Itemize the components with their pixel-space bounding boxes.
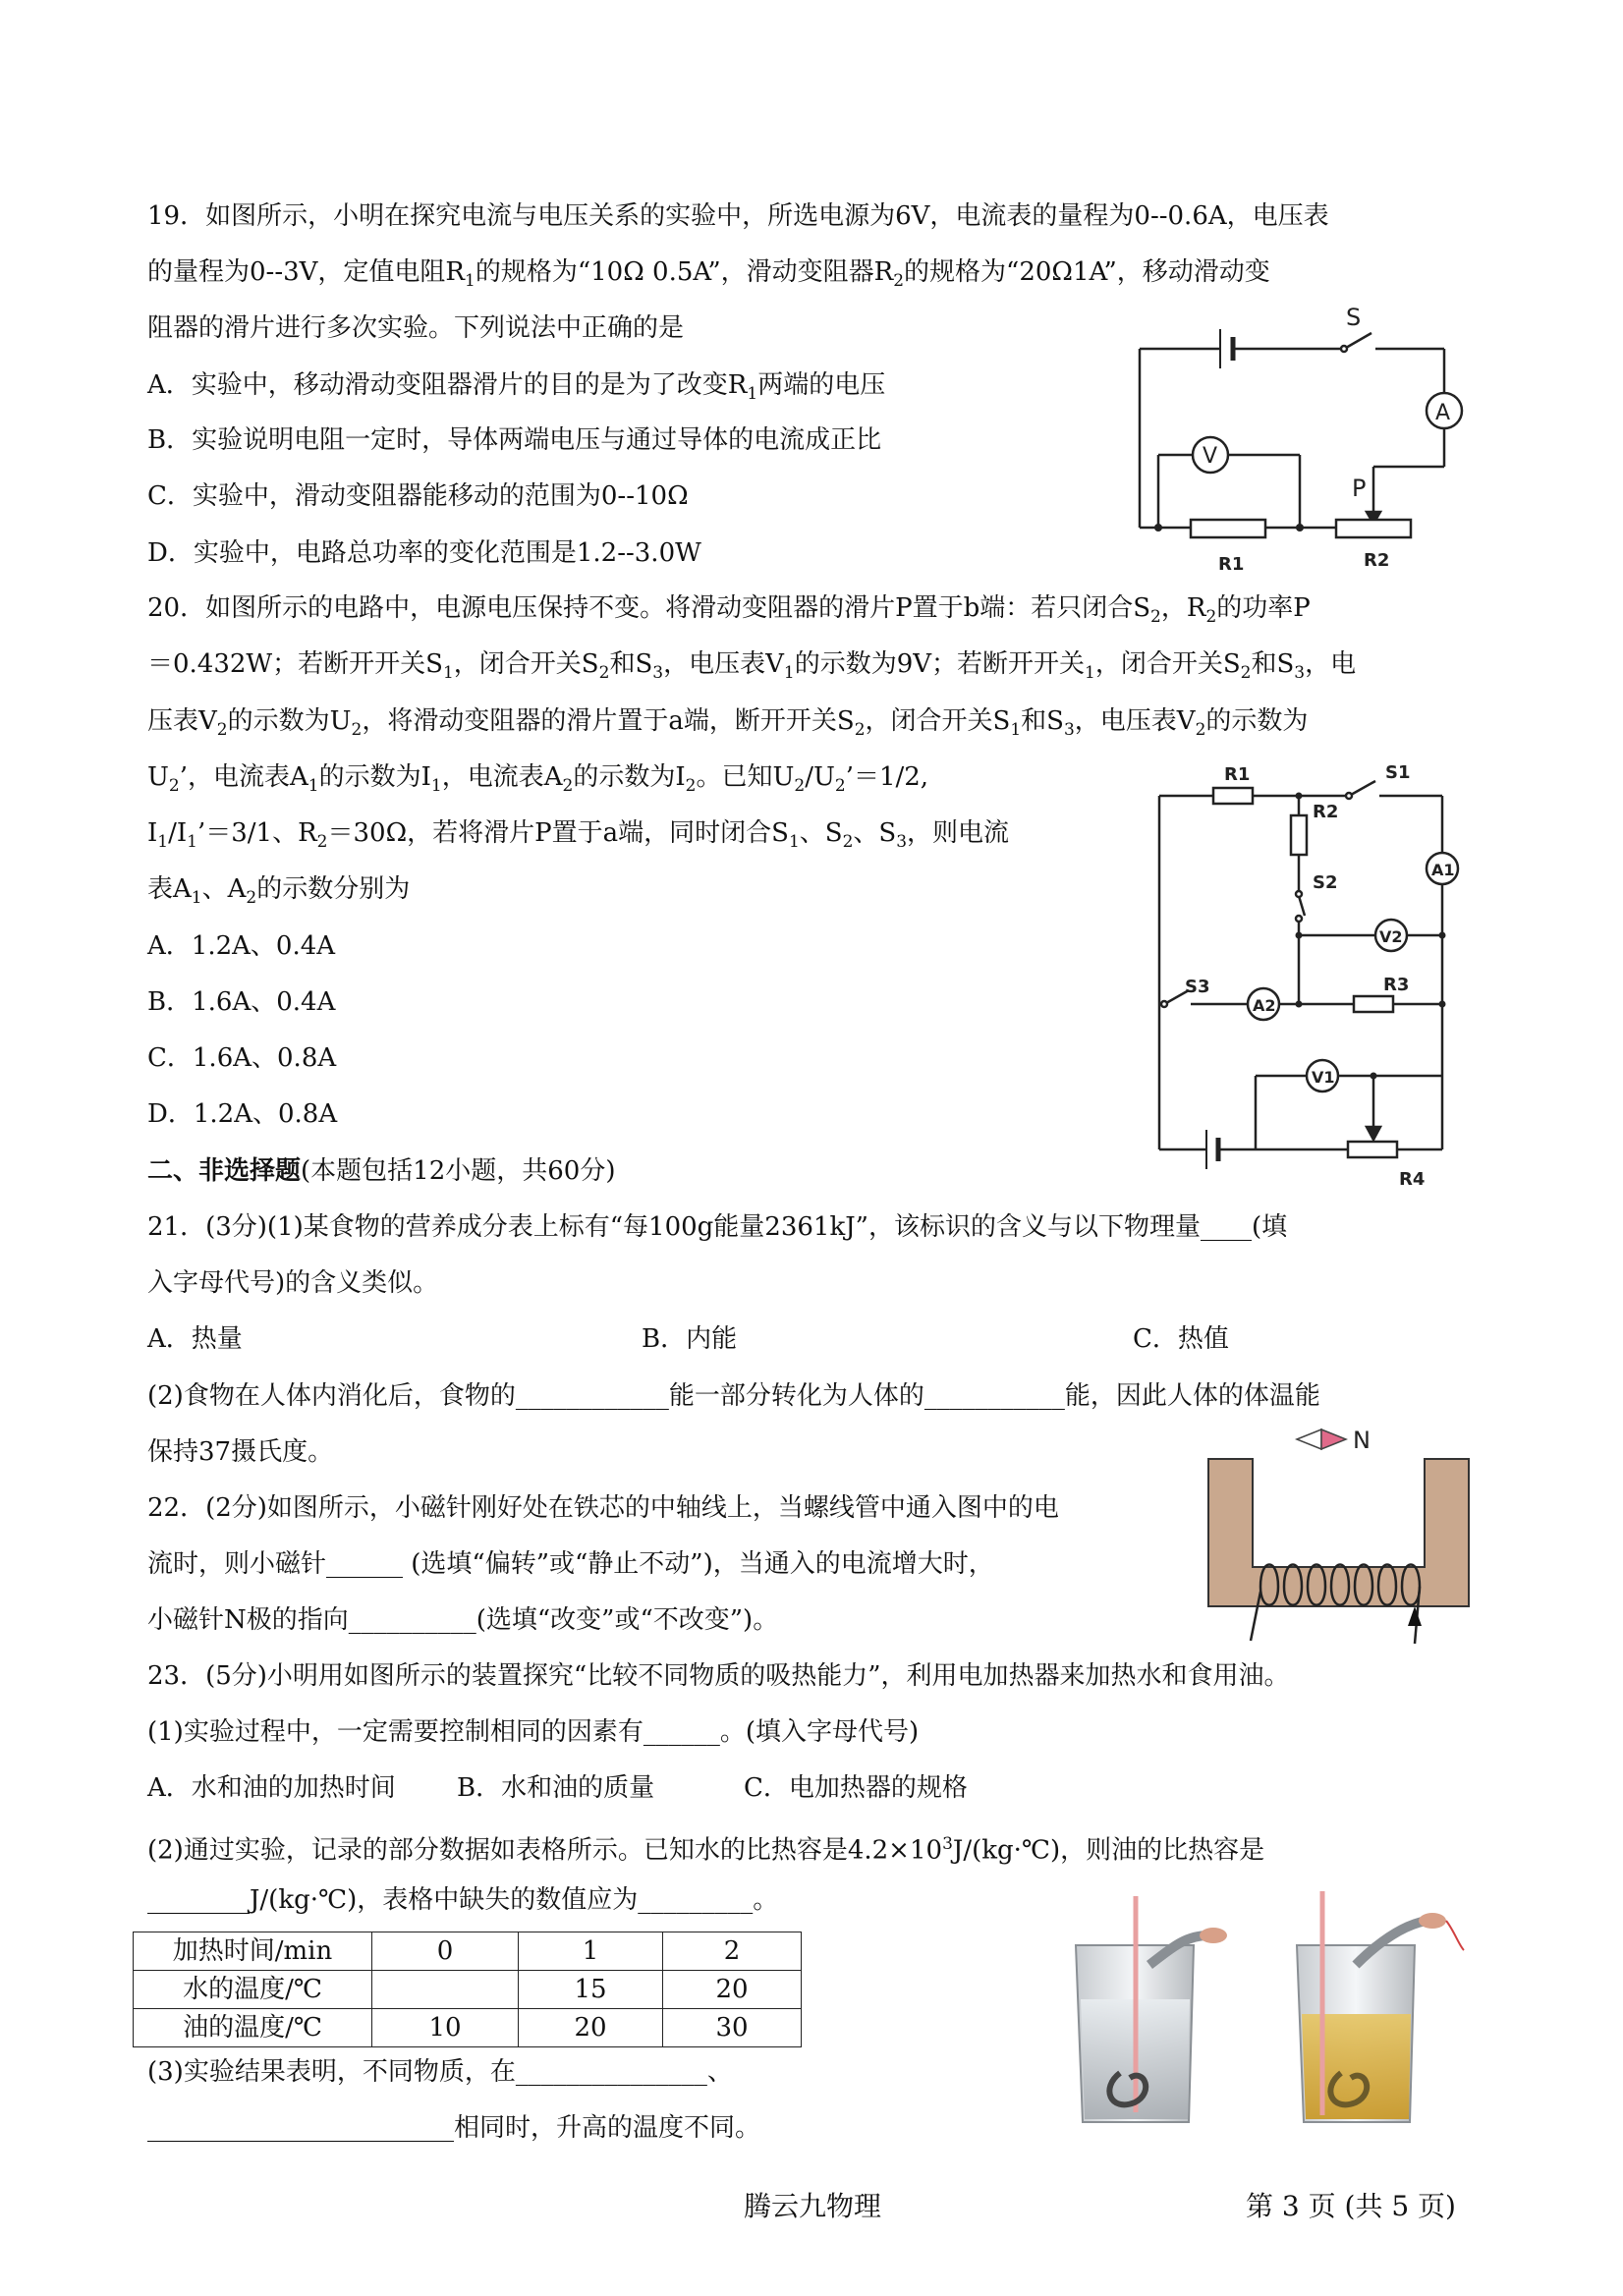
q21-option-c: C．热值 (1133, 1324, 1229, 1354)
ammeter-a-label: A (1435, 401, 1451, 425)
q22-line-3: 小磁针N极的指向__________(选填“改变”或“不改变”)。 (147, 1605, 779, 1635)
r4-label: R4 (1399, 1169, 1426, 1189)
q21-line-3: (2)食物在人体内消化后，食物的____________能一部分转化为人体的___________能，因此人体的体温能 (147, 1381, 1320, 1411)
q19-option-a: A．实验中，移动滑动变阻器滑片的目的是为了改变$R_1$两端的电压 (147, 370, 886, 405)
switch-s-label: S (1346, 304, 1362, 331)
s1-label: S1 (1385, 762, 1411, 783)
compass-needle (1297, 1429, 1346, 1449)
q19-option-d: D．实验中，电路总功率的变化范围是1.2--3.0W (147, 538, 701, 568)
table-cell: 水的温度/℃ (134, 1971, 372, 2009)
table-cell: 油的温度/℃ (134, 2009, 372, 2047)
r2-label: R2 (1313, 802, 1339, 822)
q20-option-d: D．1.2A、0.8A (147, 1099, 338, 1129)
table-cell: 1 (519, 1932, 663, 1971)
table-cell: 15 (519, 1971, 663, 2009)
q23-data-table (133, 1932, 802, 2047)
q20-option-b: B．1.6A、0.4A (147, 987, 336, 1017)
q19-line-3: 阻器的滑片进行多次实验。下列说法中正确的是 (147, 313, 685, 343)
q23-option-c: C．电加热器的规格 (744, 1773, 968, 1803)
q19-circuit-diagram (1130, 300, 1483, 585)
footer-subject: 腾云九物理 (744, 2190, 882, 2222)
table-cell (372, 1971, 519, 2009)
oil-beaker (1297, 1891, 1464, 2122)
q22-line-2: 流时，则小磁针______ (选填“偏转”或“静止不动”)，当通入的电流增大时， (147, 1549, 994, 1579)
q23-beakers-figure (1061, 1891, 1493, 2137)
table-row (134, 1971, 802, 2009)
q19-line-1: 19．如图所示，小明在探究电流与电压关系的实验中，所选电源为6V，电流表的量程为0--0.6A，电压表 (147, 201, 1329, 231)
q21-line-1: 21．(3分)(1)某食物的营养成分表上标有“每100g能量2361kJ”，该标识的含义与以下物理量____(填 (147, 1212, 1288, 1242)
table-cell: 20 (519, 2009, 663, 2047)
a2-label: A2 (1253, 996, 1276, 1015)
q23-line-1: 23．(5分)小明用如图所示的装置探究“比较不同物质的吸热能力”，利用电加热器来加热水和食用油。 (147, 1661, 1290, 1691)
footer-page-number: 第 3 页 (共 5 页) (1246, 2190, 1456, 2222)
table-cell: 30 (663, 2009, 802, 2047)
q20-circuit-diagram (1140, 756, 1474, 1189)
q20-line-5: $I_1/I_1’=3/1$、$R_2=30\Omega$，若将滑片P置于a端，同时闭合$S_1$、$S_2$、$S_3$，则电流 (147, 818, 1010, 853)
table-header-row (134, 1932, 802, 1971)
section-2-heading: 二、非选择题(本题包括12小题，共60分) (147, 1156, 616, 1186)
q21-line-4: 保持37摄氏度。 (147, 1437, 334, 1467)
q19-line-2: 的量程为0--3V，定值电阻$R_1$的规格为“10Ω 0.5A”，滑动变阻器$R_2$的规格为“20Ω1A”，移动滑动变 (147, 257, 1270, 292)
q19-option-c: C．实验中，滑动变阻器能移动的范围为0--10Ω (147, 481, 689, 511)
q23-line-6: ________________________相同时，升高的温度不同。 (147, 2113, 761, 2143)
s3-label: S3 (1185, 977, 1210, 997)
resistor-r1-label: R1 (1218, 554, 1245, 575)
q20-line-1: 20．如图所示的电路中，电源电压保持不变。将滑动变阻器的滑片P置于b端：若只闭合$S_2$，$R_2$的功率P (147, 593, 1311, 628)
q20-option-c: C．1.6A、0.8A (147, 1043, 337, 1073)
v1-label: V1 (1312, 1068, 1335, 1087)
q20-line-2: ＝0.432W；若断开开关$S_1$，闭合开关$S_2$和$S_3$，电压表$V_1$的示数为9V；若断开开关$_1$，闭合开关$S_2$和$S_3$，电 (147, 649, 1357, 684)
q21-line-2: 入字母代号)的含义类似。 (147, 1268, 439, 1298)
r3-label: R3 (1383, 975, 1410, 995)
table-cell: 2 (663, 1932, 802, 1971)
q20-line-3: 压表$V_2$的示数为$U_2$，将滑动变阻器的滑片置于a端，断开开关$S_2$，闭合开关$S_1$和$S_3$，电压表$V_2$的示数为 (147, 706, 1309, 741)
q22-line-1: 22．(2分)如图所示，小磁针刚好处在铁芯的中轴线上，当螺线管中通入图中的电 (147, 1493, 1059, 1523)
table-cell: 10 (372, 2009, 519, 2047)
q20-line-6: 表$A_1$、$A_2$的示数分别为 (147, 874, 411, 909)
q22-solenoid-figure (1203, 1420, 1483, 1655)
q21-option-a: A．热量 (147, 1324, 243, 1354)
q23-line-2: (1)实验过程中，一定需要控制相同的因素有______。(填入字母代号) (147, 1717, 920, 1747)
table-cell: 加热时间/min (134, 1932, 372, 1971)
resistor-r2-label: R2 (1364, 550, 1390, 571)
v2-label: V2 (1379, 927, 1403, 946)
table-row (134, 2009, 802, 2047)
q20-line-4: $U_2$’，电流表$A_1$的示数为$I_1$，电流表$A_2$的示数为$I_2$。已知$U_2/U_2’=1/2$, (147, 762, 929, 797)
q23-option-a: A．水和油的加热时间 (147, 1773, 396, 1803)
table-cell: 20 (663, 1971, 802, 2009)
q23-line-5: (3)实验结果表明，不同物质，在_______________、 (147, 2057, 733, 2087)
q20-option-a: A．1.2A、0.4A (147, 931, 336, 961)
table-cell: 0 (372, 1932, 519, 1971)
q19-option-b: B．实验说明电阻一定时，导体两端电压与通过导体的电流成正比 (147, 425, 882, 455)
slider-p-label: P (1352, 475, 1367, 502)
north-label: N (1353, 1427, 1371, 1454)
s2-label: S2 (1313, 872, 1338, 893)
voltmeter-v-label: V (1203, 444, 1218, 469)
q23-option-b: B．水和油的质量 (457, 1773, 655, 1803)
water-beaker (1076, 1896, 1227, 2122)
a1-label: A1 (1431, 861, 1455, 879)
q23-line-3: (2)通过实验，记录的部分数据如表格所示。已知水的比热容是$4.2\times 10^3J/(kg\cdot℃)$，则油的比热容是 (147, 1834, 1265, 1866)
r1-label: R1 (1224, 764, 1251, 785)
q21-option-b: B．内能 (642, 1324, 738, 1354)
q23-line-4: ________J/(kg·℃)，表格中缺失的数值应为_________。 (147, 1885, 779, 1915)
